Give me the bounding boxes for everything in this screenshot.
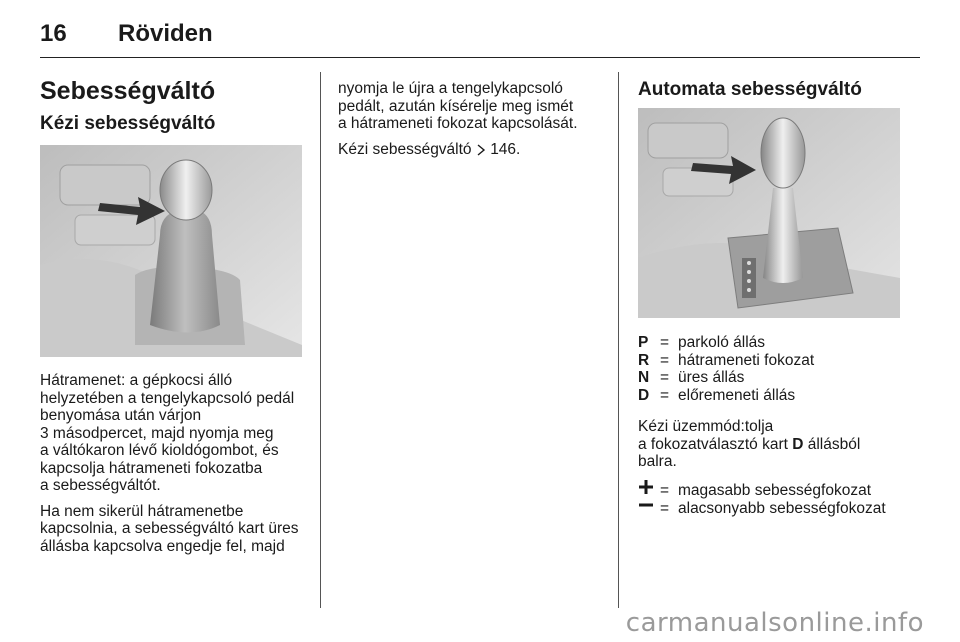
list-item: = magasabb sebességfokozat [638, 479, 920, 497]
manual-mode-symbols [638, 479, 920, 517]
section-title-automatic: Automata sebességváltó [638, 79, 862, 100]
reference-arrow-icon [476, 143, 486, 161]
list-item: = alacsonyabb sebességfokozat [638, 496, 920, 514]
reverse-fail-instructions: Ha nem sikerül hátramenetbe kapcsolnia, a sebességváltó kart üres állásba kapcsolva engedje fel, majd [40, 502, 299, 555]
automatic-gear-lever-illustration [638, 108, 900, 318]
automatic-gearbox-figure [638, 108, 900, 318]
header-rule [40, 57, 920, 58]
gear-positions-list [638, 334, 920, 404]
manual-mode-instructions: Kézi üzemmód:tolja a fokozatválasztó kart D állásból balra. [638, 418, 861, 470]
chapter-title: Röviden [118, 20, 213, 47]
column-divider-1 [320, 72, 321, 608]
minus-icon [638, 496, 660, 514]
reverse-instructions: Hátramenet: a gépkocsi álló helyzetében a tengelykapcsoló pedál benyomása után várjon 3 másodpercet, majd nyomja meg a váltókaron lévő kioldógombot, és kapcsolja hátrameneti fokozatba a sebességváltót. [40, 372, 295, 494]
manual-gear-lever-illustration [40, 145, 302, 357]
page-header [40, 14, 920, 60]
column-divider-2 [618, 72, 619, 608]
list-item: D = előremeneti állás [638, 386, 796, 404]
watermark: carmanualsonline.info [625, 608, 924, 638]
subsection-title: Kézi sebességváltó [40, 113, 216, 134]
left-text [40, 372, 312, 563]
continued-instructions: nyomja le újra a tengelykapcsoló pedált, azután kísérelje meg ismét a hátrameneti fokozat kapcsolását. [338, 80, 578, 132]
section-title: Sebességváltó [40, 77, 216, 105]
left-column [40, 76, 308, 136]
list-item: N = üres állás [638, 369, 745, 386]
page-number: 16 [40, 20, 67, 47]
page-reference[interactable]: Kézi sebességváltó 146. [338, 141, 608, 161]
list-item: P = parkoló állás [638, 334, 766, 351]
plus-icon [638, 479, 660, 497]
right-column [638, 78, 920, 102]
list-item: R = hátrameneti fokozat [638, 351, 815, 369]
middle-column [338, 80, 608, 168]
right-text [638, 334, 920, 524]
manual-gearbox-figure [40, 145, 302, 357]
